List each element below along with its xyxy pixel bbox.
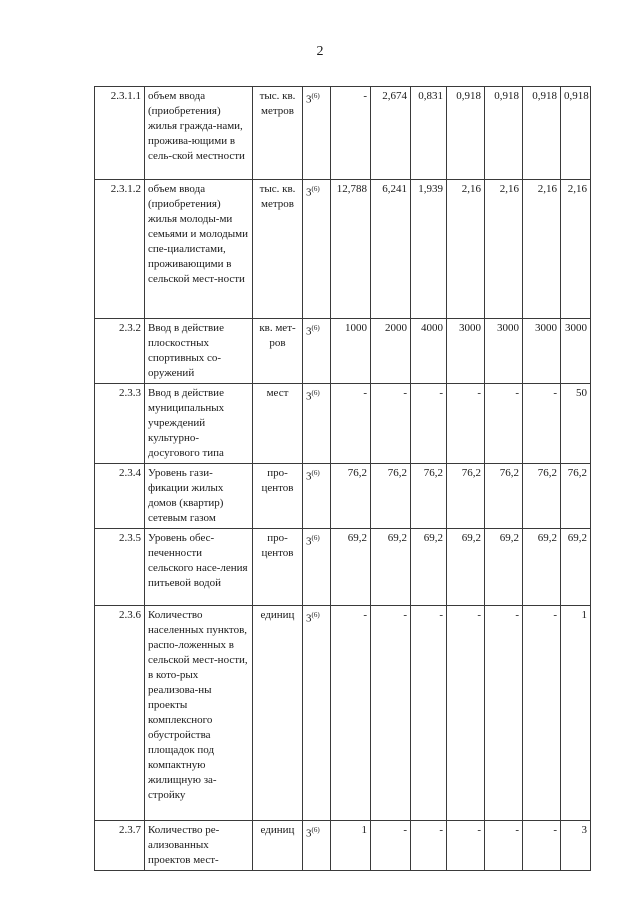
table-row [95, 529, 591, 606]
table-row [95, 87, 591, 180]
row-value: 69,2 [411, 529, 447, 606]
row-value: 3 [561, 821, 591, 871]
row-code: 2.3.2 [95, 319, 145, 384]
row-value: 3000 [447, 319, 485, 384]
row-value: 2,16 [485, 180, 523, 319]
row-value: - [371, 821, 411, 871]
row-name: объем ввода (приобретения) жилья молоды-ми семьями и молодыми спе-циалистами, проживающими в сельской мест-ности [145, 180, 253, 319]
row-code: 2.3.6 [95, 606, 145, 821]
row-code: 2.3.4 [95, 464, 145, 529]
row-value: 0,918 [447, 87, 485, 180]
row-name: объем ввода (приобретения) жилья гражда-нами, прожива-ющими в сель-ской местности [145, 87, 253, 180]
row-value: 2000 [371, 319, 411, 384]
row-value: - [411, 606, 447, 821]
row-value: 76,2 [371, 464, 411, 529]
row-value: - [447, 821, 485, 871]
row-code: 2.3.5 [95, 529, 145, 606]
row-value: 69,2 [331, 529, 371, 606]
table-row [95, 821, 591, 871]
row-value: - [447, 384, 485, 464]
row-value: 0,918 [523, 87, 561, 180]
row-unit: про-центов [253, 529, 303, 606]
row-source: 3$^{(6)}$ [303, 180, 331, 319]
row-source: 3$^{(6)}$ [303, 821, 331, 871]
row-value: 69,2 [561, 529, 591, 606]
row-value: 2,16 [561, 180, 591, 319]
row-unit: тыс. кв. метров [253, 180, 303, 319]
row-code: 2.3.3 [95, 384, 145, 464]
row-name: Количество населенных пунктов, распо-ложенных в сельской мест-ности, в кото-рых реализова-ны проекты комплексного обустройства площадок под компактную жилищную за-стройку [145, 606, 253, 821]
row-value: 1,939 [411, 180, 447, 319]
row-value: 2,16 [447, 180, 485, 319]
row-value: - [523, 384, 561, 464]
row-value: 69,2 [371, 529, 411, 606]
page-number: 2 [316, 44, 324, 59]
table-row [95, 606, 591, 821]
row-value: 0,918 [561, 87, 591, 180]
row-value: - [331, 87, 371, 180]
row-code: 2.3.7 [95, 821, 145, 871]
row-name: Уровень обес-печенности сельского насе-ления питьевой водой [145, 529, 253, 606]
table-row [95, 319, 591, 384]
row-source: 3$^{(6)}$ [303, 464, 331, 529]
row-value: - [523, 606, 561, 821]
table-row [95, 384, 591, 464]
row-source: 3$^{(6)}$ [303, 529, 331, 606]
row-value: - [485, 821, 523, 871]
row-value: 0,918 [485, 87, 523, 180]
table-row [95, 180, 591, 319]
row-value: 6,241 [371, 180, 411, 319]
row-value: 76,2 [485, 464, 523, 529]
row-source: 3$^{(6)}$ [303, 384, 331, 464]
row-value: - [411, 821, 447, 871]
row-value: - [485, 606, 523, 821]
row-name: Ввод в действие плоскостных спортивных со-оружений [145, 319, 253, 384]
row-unit: мест [253, 384, 303, 464]
row-name: Ввод в действие муниципальных учреждений культурно-досугового типа [145, 384, 253, 464]
row-source: 3$^{(6)}$ [303, 87, 331, 180]
row-name: Количество ре-ализованных проектов мест- [145, 821, 253, 871]
row-value: - [331, 384, 371, 464]
row-value: 1000 [331, 319, 371, 384]
row-value: 69,2 [485, 529, 523, 606]
row-value: 12,788 [331, 180, 371, 319]
row-unit: единиц [253, 606, 303, 821]
row-value: 2,16 [523, 180, 561, 319]
row-source: 3$^{(6)}$ [303, 606, 331, 821]
indicators-table [94, 86, 591, 871]
row-unit: единиц [253, 821, 303, 871]
row-value: 69,2 [523, 529, 561, 606]
row-value: - [447, 606, 485, 821]
row-value: - [331, 606, 371, 821]
row-unit: про-центов [253, 464, 303, 529]
row-value: 1 [561, 606, 591, 821]
row-value: - [523, 821, 561, 871]
row-unit: кв. мет-ров [253, 319, 303, 384]
row-value: 3000 [523, 319, 561, 384]
row-value: 76,2 [523, 464, 561, 529]
row-value: - [371, 606, 411, 821]
row-value: - [485, 384, 523, 464]
row-value: 76,2 [561, 464, 591, 529]
row-value: 76,2 [331, 464, 371, 529]
row-value: - [371, 384, 411, 464]
row-value: 76,2 [447, 464, 485, 529]
row-unit: тыс. кв. метров [253, 87, 303, 180]
row-value: 50 [561, 384, 591, 464]
row-code: 2.3.1.2 [95, 180, 145, 319]
table-row [95, 464, 591, 529]
row-value: 2,674 [371, 87, 411, 180]
row-source: 3$^{(6)}$ [303, 319, 331, 384]
row-value: 4000 [411, 319, 447, 384]
row-value: 69,2 [447, 529, 485, 606]
row-value: 3000 [561, 319, 591, 384]
row-value: - [411, 384, 447, 464]
row-value: 76,2 [411, 464, 447, 529]
row-value: 1 [331, 821, 371, 871]
row-value: 3000 [485, 319, 523, 384]
row-value: 0,831 [411, 87, 447, 180]
row-name: Уровень гази-фикации жилых домов (квартир) сетевым газом [145, 464, 253, 529]
row-code: 2.3.1.1 [95, 87, 145, 180]
